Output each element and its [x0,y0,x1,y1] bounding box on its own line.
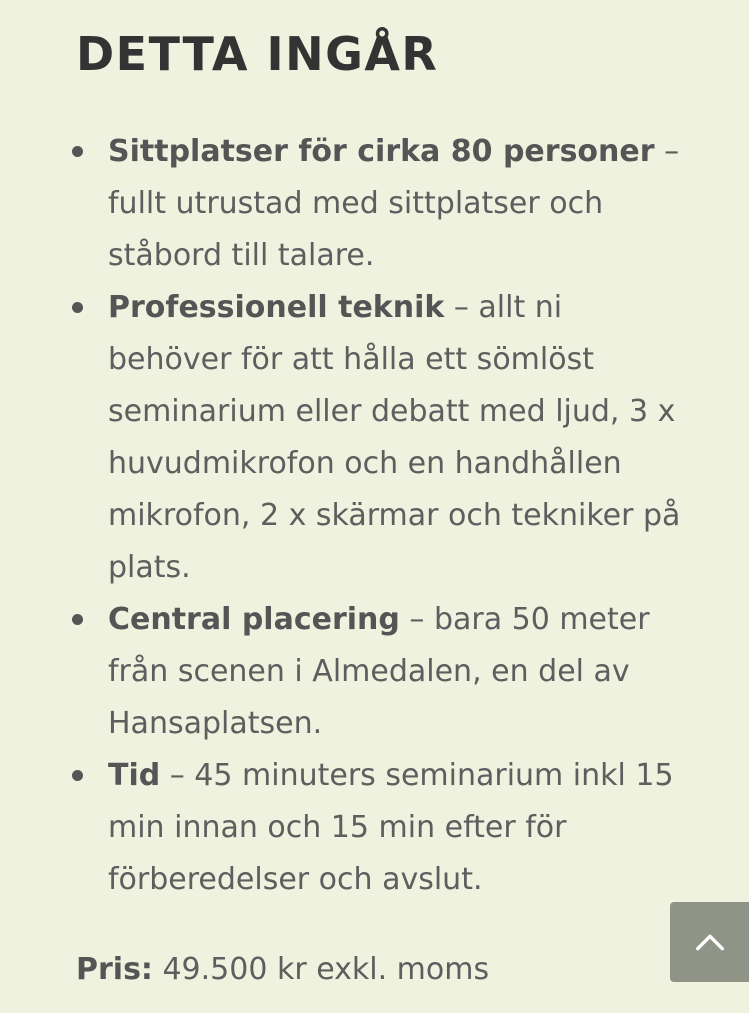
feature-title: Sittplatser för cirka 80 personer [108,134,655,169]
chevron-up-icon [691,923,729,961]
list-item [76,126,686,282]
main-content [76,22,686,992]
feature-title: Tid [108,758,161,793]
feature-description: – fullt utrustad med sittplatser och ståbord till talare. [108,134,680,273]
scroll-to-top-button[interactable] [670,902,749,982]
price-value: 49.500 kr exkl. moms [152,952,490,987]
price-label: Pris: [76,952,153,987]
bullet-icon [72,770,83,781]
feature-title: Professionell teknik [108,290,445,325]
features-list [76,126,686,906]
feature-description: – allt ni behöver för att hålla ett sömlöst seminarium eller debatt med ljud, 3 x huvudmikrofon och en handhållen mikrofon, 2 x skärmar och tekniker på plats. [108,290,681,585]
feature-description: – bara 50 meter från scenen i Almedalen, en del av Hansaplatsen. [108,602,650,741]
list-item [76,750,686,906]
bullet-icon [72,146,83,157]
list-item [76,282,686,594]
feature-title: Central placering [108,602,400,637]
bullet-icon [72,302,83,313]
feature-description: – 45 minuters seminarium inkl 15 min innan och 15 min efter för förberedelser och avslut. [108,758,674,897]
list-item [76,594,686,750]
bullet-icon [72,614,83,625]
price-line [76,948,686,992]
section-heading: DETTA INGÅR [76,27,439,81]
